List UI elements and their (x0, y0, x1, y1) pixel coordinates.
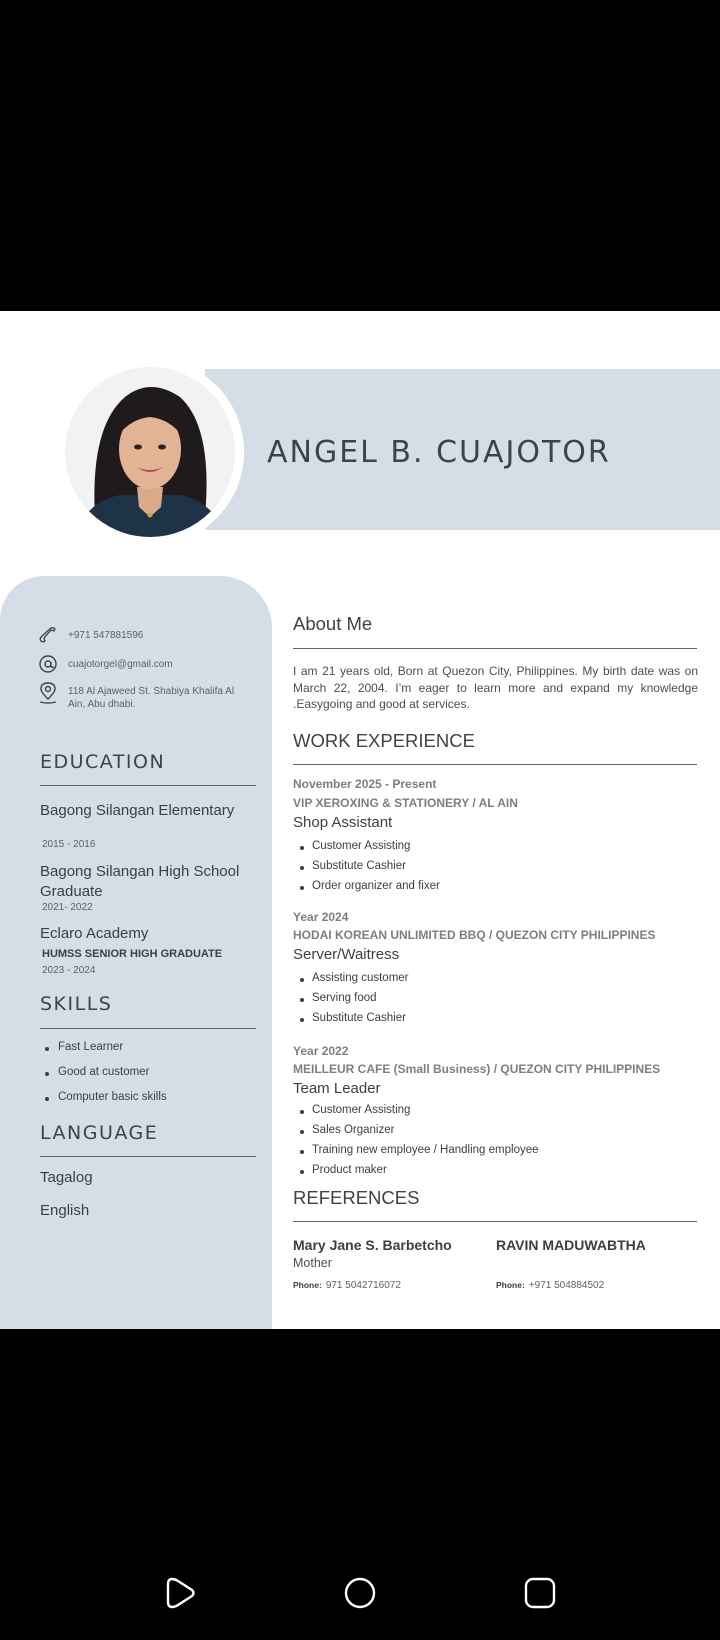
education-years: 2015 - 2016 (42, 839, 96, 850)
contact-email[interactable] (38, 654, 253, 674)
email-text: cuajotorgel@gmail.com (68, 659, 173, 670)
work-divider (293, 764, 697, 765)
language-divider (40, 1156, 256, 1157)
phone-number: +971 504884502 (528, 1280, 605, 1291)
education-detail: HUMSS SENIOR HIGH GRADUATE (42, 948, 223, 960)
back-icon (164, 1575, 198, 1611)
education-divider (40, 785, 256, 786)
education-school: Bagong Silangan High School Graduate (40, 863, 240, 900)
reference-phone[interactable] (293, 1280, 401, 1291)
job-date: Year 2022 (293, 1044, 349, 1058)
skill-item: Computer basic skills (58, 1091, 167, 1103)
job-duty: Customer Assisting (312, 1104, 411, 1116)
recents-icon (523, 1575, 557, 1611)
language-item: English (40, 1202, 90, 1219)
job-date: Year 2024 (293, 910, 349, 924)
job-role: Team Leader (293, 1080, 381, 1097)
education-years: 2023 - 2024 (42, 965, 96, 976)
job-duty: Substitute Cashier (312, 1012, 406, 1024)
profile-photo-illustration (65, 367, 235, 537)
education-heading: EDUCATION (40, 751, 166, 773)
home-icon (343, 1575, 377, 1611)
contact-address (38, 682, 253, 711)
location-pin-icon (38, 682, 58, 704)
job-duty: Serving food (312, 992, 377, 1004)
job-duty: Order organizer and fixer (312, 880, 440, 892)
job-duty: Sales Organizer (312, 1124, 395, 1136)
about-divider (293, 648, 697, 649)
references-divider (293, 1221, 697, 1222)
screen-top-area (0, 0, 720, 311)
job-role: Server/Waitress (293, 946, 400, 963)
nav-back-button[interactable] (164, 1575, 198, 1616)
phone-icon (38, 626, 58, 644)
reference-phone[interactable] (496, 1280, 604, 1291)
job-date: November 2025 - Present (293, 777, 437, 791)
skills-divider (40, 1028, 256, 1029)
address-text: 118 Al Ajaweed St. Shabiya Khalifa Al Ain, Abu dhabi. (68, 686, 235, 710)
job-company: MEILLEUR CAFE (Small Business) / QUEZON CITY PHILIPPINES (293, 1062, 661, 1076)
at-icon (38, 654, 58, 674)
about-text: I am 21 years old, Born at Quezon City, Philippines. My birth date was on March 22, 2004. I’m eager to learn more and expand my knowledge .Easygoing and good at services. (293, 664, 698, 711)
job-duty: Product maker (312, 1164, 387, 1176)
language-item: Tagalog (40, 1169, 93, 1186)
reference-name: RAVIN MADUWABTHA (496, 1237, 646, 1253)
references-heading: REFERENCES (293, 1187, 420, 1208)
job-duty: Assisting customer (312, 972, 409, 984)
reference-relation: Mother (293, 1256, 332, 1270)
resume-document[interactable] (0, 311, 720, 1329)
reference-name: Mary Jane S. Barbetcho (293, 1237, 452, 1253)
contact-phone[interactable] (38, 626, 253, 644)
skill-item: Fast Learner (58, 1041, 124, 1053)
skill-item: Good at customer (58, 1066, 150, 1078)
candidate-name: ANGEL B. CUAJOTOR (267, 435, 611, 470)
skills-heading: SKILLS (40, 993, 113, 1015)
job-duty: Substitute Cashier (312, 860, 406, 872)
job-company: VIP XEROXING & STATIONERY / AL AIN (293, 796, 518, 810)
job-role: Shop Assistant (293, 814, 393, 831)
about-heading: About Me (293, 613, 373, 634)
nav-recents-button[interactable] (523, 1575, 557, 1616)
education-school: Bagong Silangan Elementary (40, 802, 235, 819)
job-duty: Customer Assisting (312, 840, 411, 852)
job-company: HODAI KOREAN UNLIMITED BBQ / QUEZON CITY PHILIPPINES (293, 928, 656, 942)
phone-label: Phone: (293, 1280, 322, 1290)
education-years: 2021- 2022 (42, 902, 93, 913)
nav-home-button[interactable] (343, 1575, 377, 1616)
phone-label: Phone: (496, 1280, 525, 1290)
phone-number: 971 5042716072 (325, 1280, 401, 1291)
language-heading: LANGUAGE (40, 1122, 159, 1144)
education-school: Eclaro Academy (40, 925, 149, 942)
phone-text: +971 547881596 (68, 630, 144, 641)
job-duty: Training new employee / Handling employee (312, 1144, 539, 1156)
work-heading: WORK EXPERIENCE (293, 730, 475, 751)
profile-photo (65, 367, 235, 537)
